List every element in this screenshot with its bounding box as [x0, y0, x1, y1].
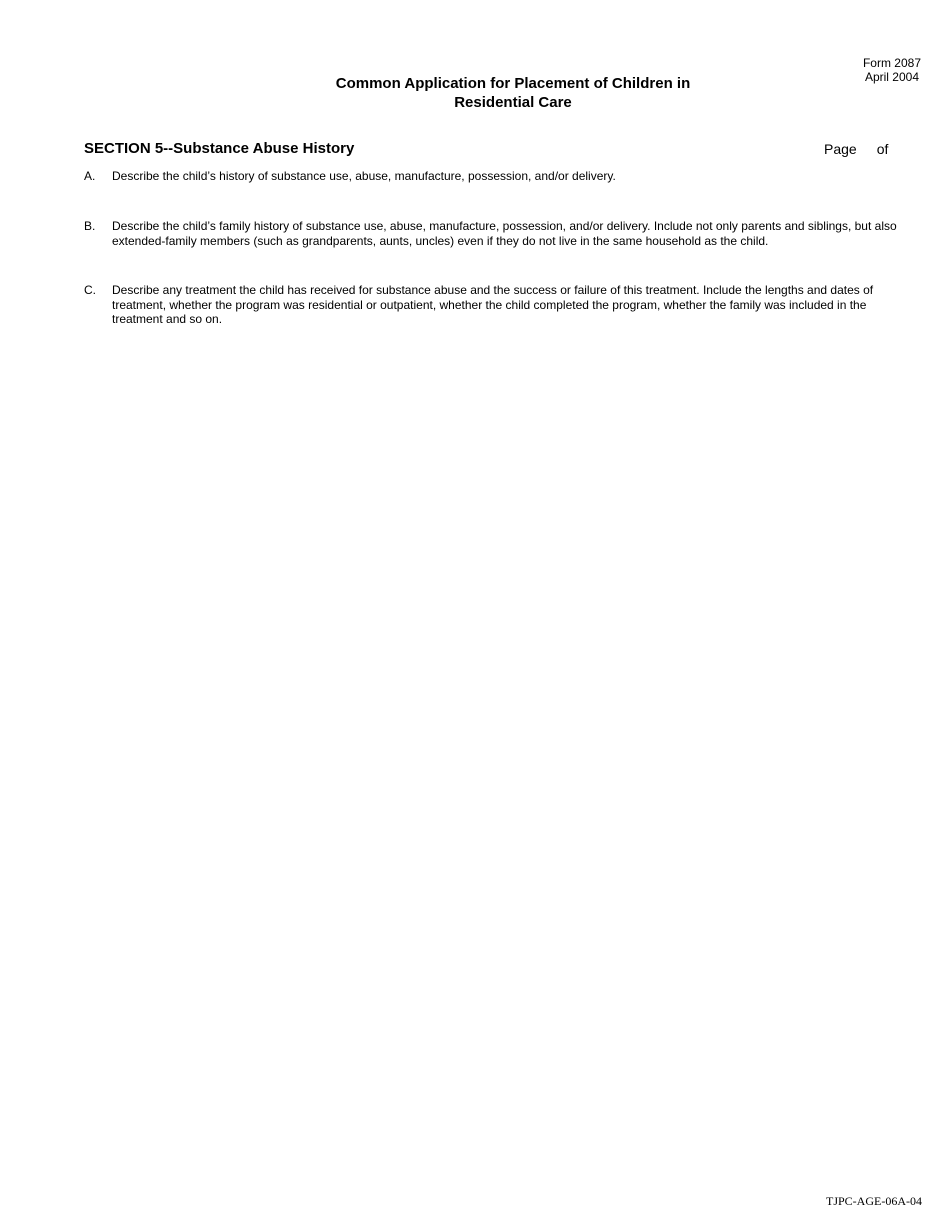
question-letter: A.	[84, 169, 96, 183]
of-label: of	[876, 141, 889, 157]
document-title-line-1: Common Application for Placement of Children in	[335, 75, 691, 92]
question-text: Describe any treatment the child has received for substance abuse and the success or failure of this treatment. Include the lengths and dates of treatment, whether the program was residential or outpatient, whether the child completed the program, whether the family was included in the treatment and so on.	[112, 283, 874, 326]
question-item-c	[84, 283, 910, 327]
page-counter	[824, 140, 888, 158]
question-item-b	[84, 219, 910, 248]
question-item-a	[84, 169, 910, 184]
document-title	[288, 74, 738, 112]
footer-form-code: TJPC-AGE-06A-04	[826, 1194, 922, 1208]
question-letter: B.	[84, 219, 96, 233]
question-text: Describe the child’s family history of substance use, abuse, manufacture, possession, and/or delivery. Include not only parents and siblings, but also extended-family members (such as grandparents, aunts, uncles) even if they do not live in the same household as the child.	[112, 219, 897, 248]
form-date: April 2004	[864, 70, 919, 84]
question-letter: C.	[84, 283, 96, 297]
section-heading: SECTION 5--Substance Abuse History	[84, 140, 355, 157]
form-meta	[863, 56, 921, 84]
question-text: Describe the child’s history of substance use, abuse, manufacture, possession, and/or delivery.	[112, 169, 616, 183]
document-title-line-2: Residential Care	[454, 94, 572, 111]
form-number: Form 2087	[862, 56, 921, 70]
page-label: Page	[824, 141, 857, 157]
